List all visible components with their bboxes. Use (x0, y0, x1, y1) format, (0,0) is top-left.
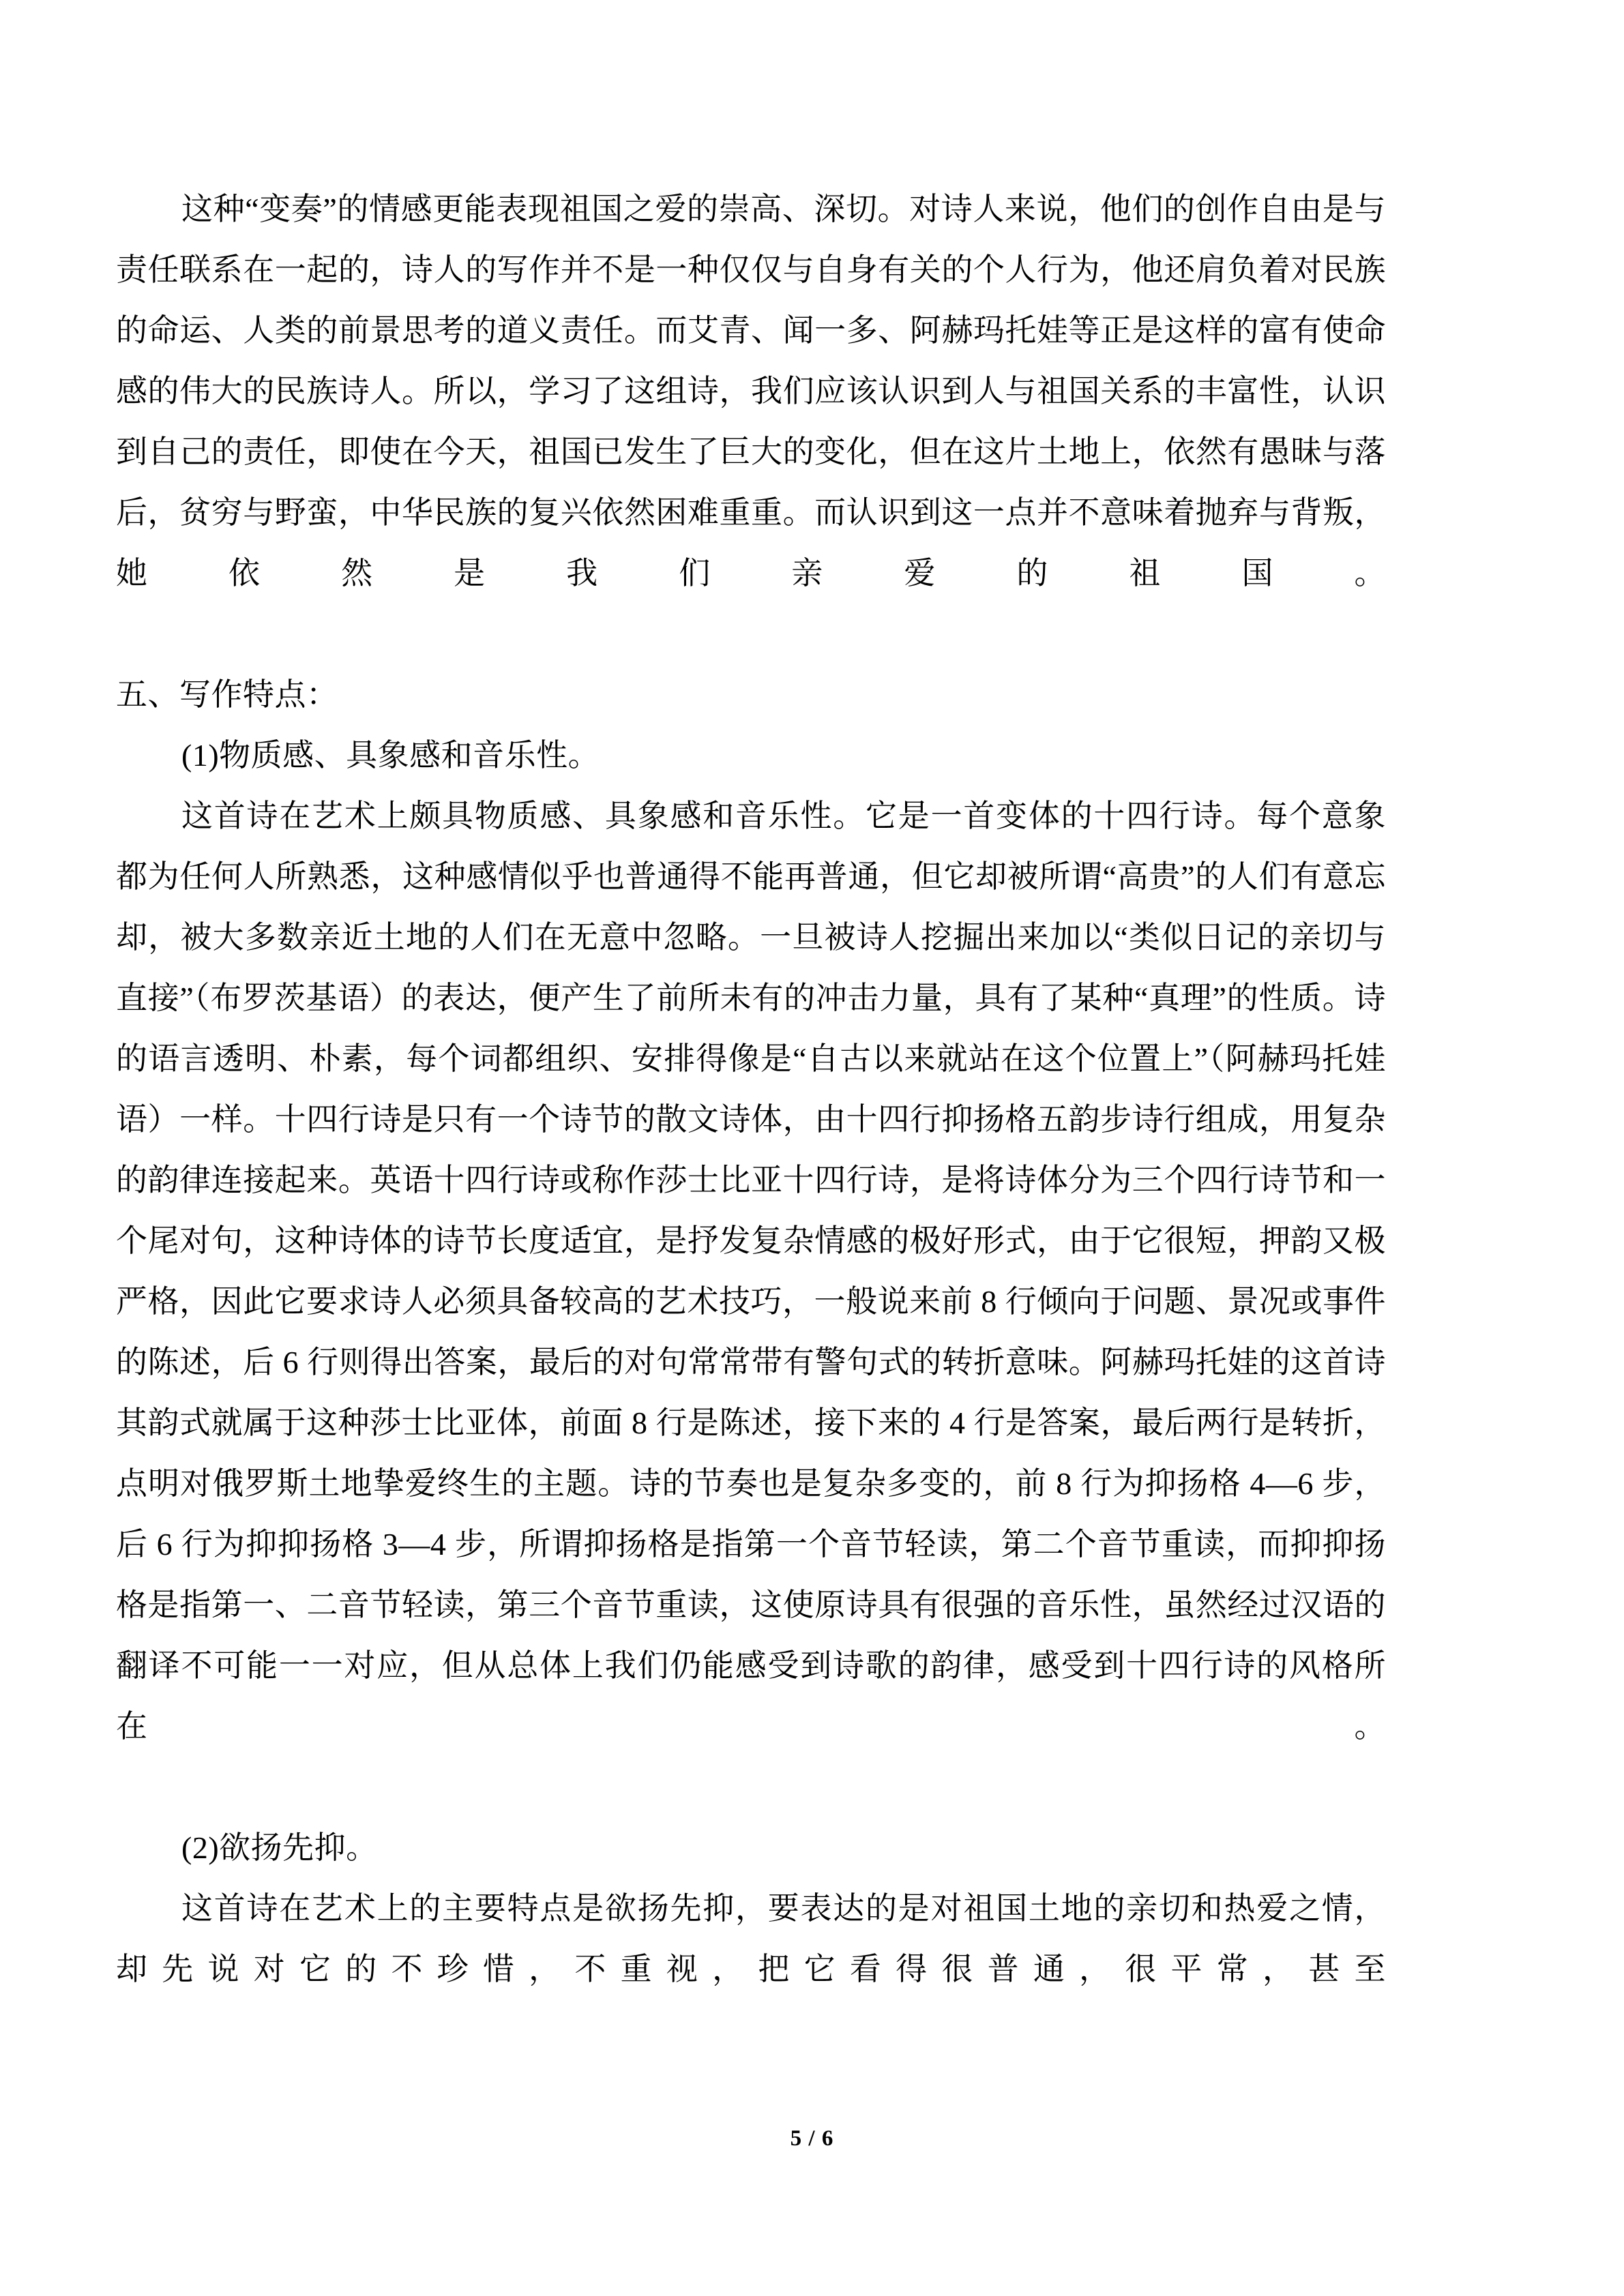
document-body (116, 179, 1386, 2060)
paragraph-intro: 这种“变奏”的情感更能表现祖国之爱的崇高、深切。对诗人来说，他们的创作自由是与责任联系在一起的，诗人的写作并不是一种仅仅与自身有关的个人行为，他还肩负着对民族的命运、人类的前景思考的道义责任。而艾青、闻一多、阿赫玛托娃等正是这样的富有使命感的伟大的民族诗人。所以，学习了这组诗，我们应该认识到人与祖国关系的丰富性，认识到自己的责任，即使在今天，祖国已发生了巨大的变化，但在这片土地上，依然有愚昧与落后，贫穷与野蛮，中华民族的复兴依然困难重重。而认识到这一点并不意味着抛弃与背叛，她依然是我们亲爱的祖国。 (116, 192, 1386, 591)
section-heading-writing-features: 五、写作特点： (116, 677, 338, 712)
page-number-footer: 5 / 6 (790, 2126, 834, 2151)
subitem-label-2: (2)欲扬先抑。 (181, 1830, 378, 1865)
paragraph-yuyangxianyi: 这首诗在艺术上的主要特点是欲扬先抑，要表达的是对祖国土地的亲切和热爱之情，却先说对它的不珍惜，不重视，把它看得很普通，很平常，甚至 (116, 1891, 1386, 1986)
subitem-label-1: (1)物质感、具象感和音乐性。 (181, 738, 600, 773)
paragraph-sonnet-analysis: 这首诗在艺术上颇具物质感、具象感和音乐性。它是一首变体的十四行诗。每个意象都为任何人所熟悉，这种感情似乎也普通得不能再普通，但它却被所谓“高贵”的人们有意忘却，被大多数亲近土地的人们在无意中忽略。一旦被诗人挖掘出来加以“类似日记的亲切与直接”（布罗茨基语）的表达，便产生了前所未有的冲击力量，具有了某种“真理”的性质。诗的语言透明、朴素，每个词都组织、安排得像是“自古以来就站在这个位置上”（阿赫玛托娃语）一样。十四行诗是只有一个诗节的散文诗体，由十四行抑扬格五韵步诗行组成，用复杂的韵律连接起来。英语十四行诗或称作莎士比亚十四行诗，是将诗体分为三个四行诗节和一个尾对句，这种诗体的诗节长度适宜，是抒发复杂情感的极好形式，由于它很短，押韵又极严格，因此它要求诗人必须具备较高的艺术技巧，一般说来前 8 行倾向于问题、景况或事件的陈述，后 6 行则得出答案，最后的对句常常带有警句式的转折意味。阿赫玛托娃的这首诗其韵式就属于这种莎士比亚体，前面 8 行是陈述，接下来的 4 行是答案，最后两行是转折，点明对俄罗斯土地挚爱终生的主题。诗的节奏也是复杂多变的，前 8 行为抑扬格 4—6 步，后 6 行为抑抑扬格 3—4 步，所谓抑扬格是指第一个音节轻读，第二个音节重读，而抑抑扬格是指第一、二音节轻读，第三个音节重读，这使原诗具有很强的音乐性，虽然经过汉语的翻译不可能一一对应，但从总体上我们仍能感受到诗歌的韵律，感受到十四行诗的风格所在。 (116, 799, 1386, 1744)
